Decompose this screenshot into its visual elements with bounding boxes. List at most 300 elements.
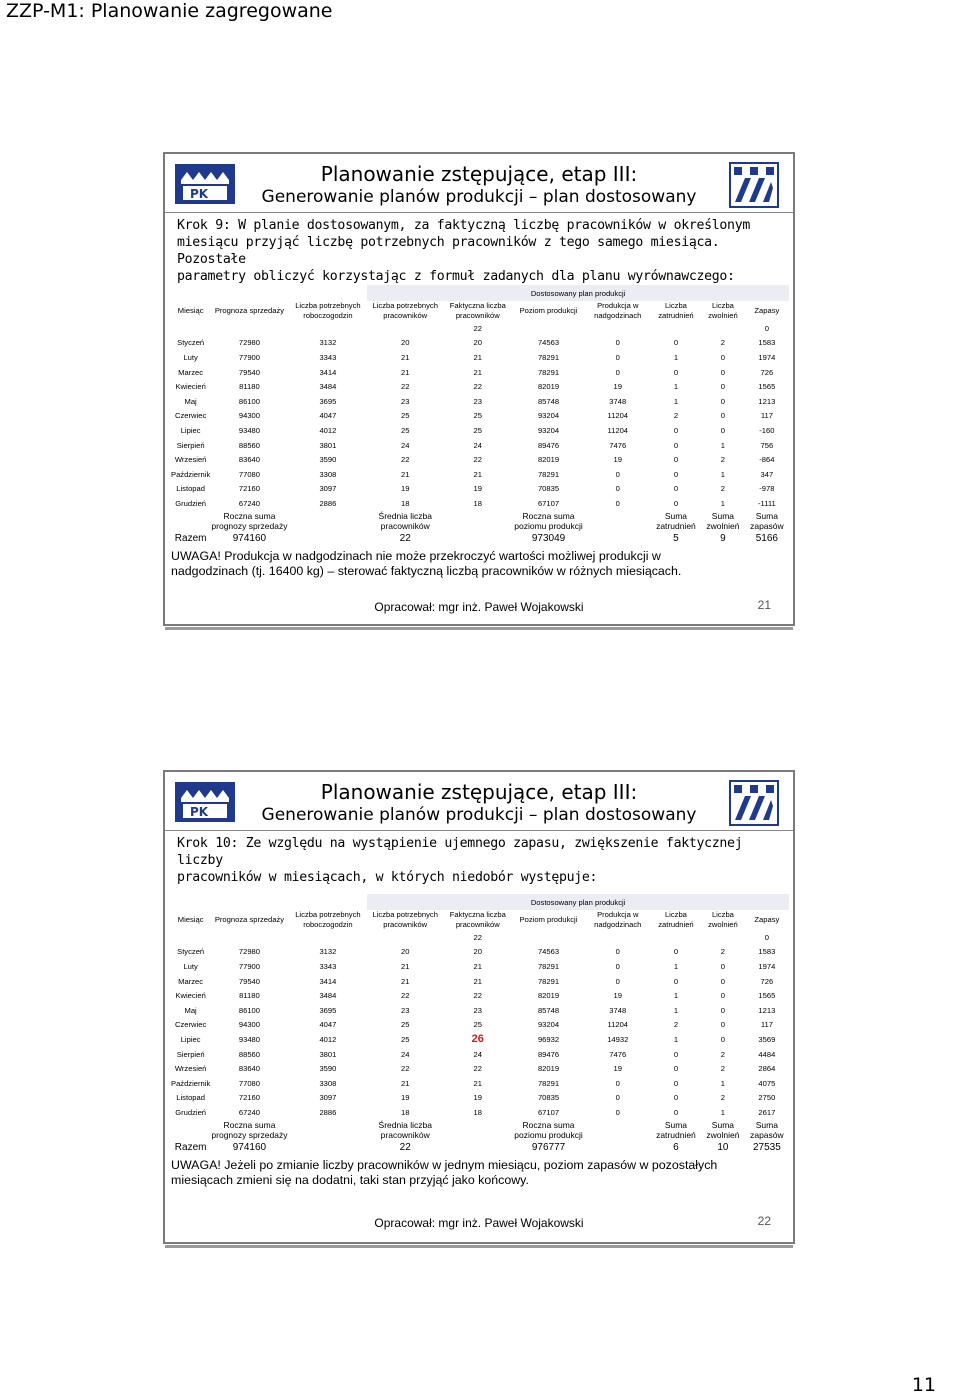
table-cell: 85748 — [537, 396, 560, 406]
month-cell: Grudzień — [175, 1107, 207, 1117]
table-cell: 67240 — [238, 1107, 260, 1117]
table-row — [171, 438, 789, 453]
table-cell: 3484 — [319, 382, 337, 392]
table-cell: -978 — [759, 484, 775, 494]
table-cell: 93204 — [537, 1020, 560, 1030]
empty-cell — [651, 321, 701, 336]
table-header-row — [171, 301, 789, 321]
table-cell: 74563 — [537, 338, 560, 348]
column-header: Zapasy — [754, 306, 780, 315]
table-cell: -160 — [759, 425, 775, 435]
table-cell: 2 — [673, 1020, 679, 1030]
table-cell: 3414 — [319, 976, 337, 986]
table-cell: 22 — [401, 1064, 410, 1074]
table-row — [171, 974, 789, 989]
table-cell: 22 — [473, 991, 482, 1001]
table-cell: 77080 — [238, 1078, 260, 1088]
column-header: Liczba potrzebnych roboczogodzin — [295, 301, 361, 320]
table-cell: 85748 — [537, 1005, 560, 1015]
table-cell: 19 — [613, 455, 622, 465]
spacer-cell — [210, 894, 288, 910]
table-cell: 88560 — [238, 440, 260, 450]
column-header: Faktyczna liczba pracowników — [449, 910, 506, 929]
table-cell: 25 — [401, 411, 410, 421]
department-logo-icon — [729, 162, 779, 208]
month-cell: Maj — [184, 1005, 197, 1015]
month-cell: Marzec — [178, 976, 204, 986]
initial-stock: 0 — [764, 323, 769, 333]
empty-cell — [289, 531, 368, 546]
slide-shadow — [165, 627, 793, 630]
table-cell: 0 — [720, 961, 726, 971]
table-cell: 0 — [673, 976, 679, 986]
table-cell: 2 — [720, 455, 726, 465]
table-header-row — [171, 910, 789, 930]
table-cell: 67107 — [537, 1107, 560, 1117]
table-cell: 81180 — [239, 382, 260, 392]
table-cell: 11204 — [607, 425, 629, 435]
slide-title: Planowanie zstępujące, etap III: — [320, 162, 638, 186]
slide-title-bar — [165, 154, 793, 213]
razem-row — [171, 1140, 789, 1155]
sum-label: Suma zwolnień — [706, 510, 740, 531]
table-cell: 22 — [401, 455, 410, 465]
table-cell: 117 — [760, 411, 773, 421]
table-row — [171, 1047, 789, 1062]
table-cell: 94300 — [238, 411, 260, 421]
table-cell: 2886 — [319, 1107, 337, 1117]
table-cell: 78291 — [537, 976, 560, 986]
table-cell: 3801 — [319, 1049, 337, 1059]
column-header: Poziom produkcji — [519, 915, 578, 924]
table-cell: 82019 — [537, 382, 560, 392]
month-cell: Październik — [171, 469, 211, 479]
table-cell: 23 — [473, 396, 482, 406]
table-cell: 1 — [720, 1078, 726, 1088]
table-cell: 89476 — [537, 440, 560, 450]
table-row — [171, 423, 789, 438]
slide-22 — [163, 770, 795, 1244]
table-group-header-row — [171, 285, 789, 301]
table-row — [171, 1076, 789, 1091]
table-cell: 21 — [473, 469, 482, 479]
page-number: 11 — [911, 1374, 936, 1396]
table-row — [171, 409, 789, 424]
step-line: Krok 9: W planie dostosowanym, za faktyczną liczbę pracowników w określonym — [177, 218, 750, 233]
table-cell: 19 — [473, 484, 482, 494]
table-cell: 72980 — [238, 338, 260, 348]
step-text — [177, 835, 783, 886]
table-cell: 22 — [401, 991, 410, 1001]
table-cell: 0 — [673, 440, 679, 450]
empty-cell — [443, 511, 512, 531]
table-cell: 0 — [673, 425, 679, 435]
table-cell: 117 — [760, 1020, 773, 1030]
initial-workers: 22 — [473, 932, 482, 942]
razem-value: 976777 — [531, 1141, 566, 1153]
table-cell: 93204 — [537, 425, 560, 435]
empty-cell — [289, 511, 368, 531]
group-header: Dostosowany plan produkcji — [367, 285, 789, 301]
table-cell: 25 — [473, 425, 482, 435]
table-cell: 67107 — [537, 498, 560, 508]
table-cell: 24 — [401, 440, 410, 450]
step-line: pracowników w miesiącach, w których niedobór występuje: — [177, 870, 598, 885]
table-cell: 72160 — [238, 484, 260, 494]
table-cell: 0 — [615, 976, 620, 986]
table-cell: 1583 — [758, 947, 776, 957]
table-cell: 0 — [673, 1107, 679, 1117]
table-cell: 1 — [673, 352, 679, 362]
column-header: Liczba potrzebnych pracowników — [372, 910, 438, 929]
step-text — [177, 217, 783, 285]
razem-value: 974160 — [232, 1141, 267, 1153]
razem-value: 22 — [399, 1141, 411, 1153]
empty-cell — [289, 1120, 368, 1140]
table-cell: 1 — [720, 440, 726, 450]
table-cell: 23 — [401, 1005, 410, 1015]
table-cell: 22 — [473, 1064, 482, 1074]
sum-label: Roczna suma poziomu produkcji — [514, 1119, 583, 1140]
table-cell: 347 — [760, 469, 774, 479]
table-cell: 25 — [473, 411, 482, 421]
razem-value: 27535 — [752, 1141, 781, 1153]
group-header: Dostosowany plan produkcji — [367, 894, 789, 910]
table-cell: 2 — [720, 947, 726, 957]
empty-cell — [367, 930, 443, 945]
table-cell: 0 — [615, 367, 620, 377]
table-cell: 2750 — [758, 1093, 776, 1103]
column-header: Liczba potrzebnych roboczogodzin — [295, 910, 361, 929]
empty-cell — [443, 1140, 512, 1155]
table-cell: 0 — [673, 484, 679, 494]
table-row — [171, 1091, 789, 1106]
table-cell: 4012 — [319, 1034, 337, 1044]
sum-label: Roczna suma poziomu produkcji — [514, 510, 583, 531]
table-cell: 22 — [473, 382, 482, 392]
table-cell: 0 — [673, 1049, 679, 1059]
table-cell: 21 — [401, 469, 410, 479]
table-cell: 77080 — [238, 469, 260, 479]
table-cell: 24 — [473, 1049, 482, 1059]
slide-title-bar — [165, 772, 793, 831]
table-cell: 0 — [673, 1064, 679, 1074]
table-cell: 11204 — [607, 411, 629, 421]
table-row — [171, 1105, 789, 1120]
table-cell: 19 — [473, 1093, 482, 1103]
table-cell: 0 — [720, 352, 726, 362]
table-cell: 1583 — [758, 338, 776, 348]
warning-line: UWAGA! Jeżeli po zmianie liczby pracowników w jednym miesiącu, poziom zapasów w pozostałych — [171, 1158, 718, 1173]
table-cell: 21 — [473, 976, 482, 986]
table-cell: 0 — [720, 1034, 726, 1044]
table-cell: 3097 — [319, 1093, 337, 1103]
table-cell: 19 — [613, 991, 622, 1001]
table-row — [171, 482, 789, 497]
empty-cell — [701, 930, 745, 945]
table-cell: 0 — [720, 976, 726, 986]
table-cell: 25 — [473, 1020, 482, 1030]
table-cell: 88560 — [238, 1049, 260, 1059]
table-cell: 72160 — [238, 1093, 260, 1103]
slide-number: 21 — [757, 598, 771, 612]
table-cell: 21 — [401, 352, 410, 362]
table-cell: 81180 — [239, 991, 260, 1001]
table-cell: 0 — [615, 947, 620, 957]
empty-cell — [171, 511, 210, 531]
table-row — [171, 394, 789, 409]
table-cell: 67240 — [238, 498, 260, 508]
table-cell: 70835 — [537, 484, 560, 494]
empty-cell — [701, 321, 745, 336]
table-cell: 0 — [720, 991, 726, 1001]
empty-cell — [585, 930, 651, 945]
table-cell: 2 — [720, 1049, 726, 1059]
table-cell: 3695 — [319, 1005, 337, 1015]
sum-label: Roczna suma prognozy sprzedaży — [211, 1119, 288, 1140]
month-cell: Luty — [183, 352, 198, 362]
warning-text — [171, 549, 783, 579]
table-cell: 93204 — [537, 411, 560, 421]
empty-cell — [512, 930, 584, 945]
production-plan-table — [171, 285, 789, 545]
step-line: miesiącu przyjąć liczbę potrzebnych pracowników z tego samego miesiąca. Pozostałe — [177, 235, 720, 267]
table-cell: 89476 — [537, 1049, 560, 1059]
column-header: Produkcja w nadgodzinach — [594, 910, 642, 929]
empty-cell — [585, 531, 651, 546]
table-cell: 0 — [673, 1093, 679, 1103]
empty-cell — [171, 321, 210, 336]
table-row — [171, 379, 789, 394]
table-cell: 70835 — [537, 1093, 560, 1103]
table-cell: 726 — [760, 367, 774, 377]
table-cell: 4047 — [319, 411, 337, 421]
slide-number: 22 — [757, 1214, 771, 1228]
table-cell: 0 — [673, 338, 679, 348]
month-cell: Grudzień — [175, 498, 207, 508]
table-cell: 1 — [673, 991, 679, 1001]
slide-subtitle: Generowanie planów produkcji – plan dostosowany — [261, 805, 697, 825]
table-cell: 21 — [473, 1078, 482, 1088]
table-cell: 2 — [673, 411, 679, 421]
month-cell: Styczeń — [177, 947, 205, 957]
svg-text:PK: PK — [190, 187, 209, 201]
table-cell: 0 — [615, 352, 620, 362]
table-cell: 1 — [720, 498, 726, 508]
razem-row — [171, 531, 789, 546]
slide-title: Planowanie zstępujące, etap III: — [320, 780, 638, 804]
month-cell: Kwiecień — [175, 382, 206, 392]
table-cell: 0 — [615, 498, 620, 508]
column-header: Poziom produkcji — [519, 306, 578, 315]
razem-value: 973049 — [531, 532, 566, 544]
table-cell: 82019 — [537, 455, 560, 465]
table-cell: 83640 — [238, 455, 260, 465]
table-row — [171, 959, 789, 974]
sum-label: Suma zatrudnień — [656, 1119, 696, 1140]
sum-label: Suma zwolnień — [706, 1119, 740, 1140]
month-cell: Styczeń — [177, 338, 205, 348]
table-cell: 3484 — [319, 991, 337, 1001]
empty-cell — [289, 1140, 368, 1155]
table-row — [171, 988, 789, 1003]
table-row — [171, 467, 789, 482]
table-cell: 25 — [401, 1034, 410, 1044]
spacer-cell — [210, 285, 288, 301]
table-cell: 0 — [615, 1107, 620, 1117]
table-cell: 11204 — [607, 1020, 629, 1030]
table-cell: 0 — [673, 498, 679, 508]
table-cell: 79540 — [238, 367, 260, 377]
table-cell: 1 — [673, 961, 679, 971]
month-cell: Lipiec — [180, 425, 201, 435]
table-cell: 21 — [473, 352, 482, 362]
empty-cell — [651, 930, 701, 945]
column-header: Prognoza sprzedaży — [214, 306, 285, 315]
table-cell: 3748 — [609, 1005, 627, 1015]
table-cell: 3590 — [319, 1064, 337, 1074]
table-cell: 3132 — [319, 947, 337, 957]
empty-cell — [443, 531, 512, 546]
table-cell: 1565 — [758, 991, 776, 1001]
table-cell: 1974 — [758, 961, 776, 971]
table-cell: 77900 — [238, 961, 260, 971]
table-cell: 0 — [615, 469, 620, 479]
razem-value: 10 — [717, 1141, 729, 1153]
table-cell: 2 — [720, 338, 726, 348]
spacer-cell — [289, 285, 368, 301]
column-header: Prognoza sprzedaży — [214, 915, 285, 924]
table-cell: 0 — [720, 1020, 726, 1030]
razem-value: 6 — [673, 1141, 679, 1153]
sum-label: Średnia liczba pracowników — [378, 510, 432, 531]
table-cell: -1111 — [758, 498, 776, 508]
spacer-cell — [171, 894, 210, 910]
empty-cell — [210, 321, 288, 336]
month-cell: Maj — [184, 396, 197, 406]
table-cell: 2886 — [319, 498, 337, 508]
sum-label-row — [171, 511, 789, 531]
initial-workers: 22 — [473, 323, 482, 333]
table-cell: 3097 — [319, 484, 337, 494]
table-cell: 1213 — [758, 1005, 776, 1015]
table-cell: 7476 — [609, 1049, 627, 1059]
razem-label: Razem — [174, 1141, 207, 1153]
table-cell: 78291 — [537, 961, 560, 971]
table-cell: 1 — [673, 1034, 679, 1044]
month-cell: Czerwiec — [175, 411, 207, 421]
table-cell: 20 — [473, 947, 482, 957]
table-cell: 78291 — [537, 352, 560, 362]
table-cell: 0 — [673, 367, 679, 377]
department-logo-icon — [729, 780, 779, 826]
table-row — [171, 496, 789, 511]
month-cell: Luty — [183, 961, 198, 971]
table-cell: 3132 — [319, 338, 337, 348]
table-cell: 19 — [401, 1093, 410, 1103]
empty-cell — [289, 930, 368, 945]
sum-label: Średnia liczba pracowników — [378, 1119, 432, 1140]
table-cell: 82019 — [537, 1064, 560, 1074]
table-cell: 2617 — [758, 1107, 776, 1117]
table-cell: 23 — [473, 1005, 482, 1015]
table-cell: 93480 — [238, 425, 260, 435]
table-cell: 756 — [760, 440, 774, 450]
month-cell: Kwiecień — [175, 991, 206, 1001]
table-cell: 21 — [401, 961, 410, 971]
razem-value: 5166 — [755, 532, 778, 544]
empty-cell — [585, 511, 651, 531]
table-cell: 0 — [720, 425, 726, 435]
production-plan-table — [171, 894, 789, 1154]
table-cell: 20 — [401, 947, 410, 957]
sum-label-row — [171, 1120, 789, 1140]
table-cell: 18 — [401, 498, 410, 508]
column-header: Liczba zatrudnień — [658, 910, 694, 929]
razem-value: 9 — [720, 532, 726, 544]
empty-cell — [171, 930, 210, 945]
step-line: parametry obliczyć korzystając z formuł zadanych dla planu wyrównawczego: — [177, 269, 735, 284]
empty-cell — [512, 321, 584, 336]
table-cell: 1565 — [758, 382, 776, 392]
table-cell: 21 — [473, 961, 482, 971]
table-cell: 19 — [613, 382, 622, 392]
table-group-header-row — [171, 894, 789, 910]
table-cell: 1 — [673, 382, 679, 392]
table-cell: 19 — [401, 484, 410, 494]
table-cell: 3343 — [319, 961, 337, 971]
table-row — [171, 1018, 789, 1033]
column-header: Liczba zwolnień — [708, 301, 738, 320]
table-cell: 4047 — [319, 1020, 337, 1030]
empty-cell — [210, 930, 288, 945]
table-cell: 0 — [615, 1093, 620, 1103]
column-header: Miesiąc — [177, 306, 204, 315]
table-row — [171, 945, 789, 960]
table-cell: 0 — [615, 961, 620, 971]
table-cell: 726 — [760, 976, 774, 986]
table-cell: 96932 — [537, 1034, 560, 1044]
warning-text — [171, 1158, 783, 1188]
table-cell: 24 — [473, 440, 482, 450]
table-cell: 7476 — [609, 440, 627, 450]
razem-value: 974160 — [232, 532, 267, 544]
empty-cell — [367, 321, 443, 336]
table-cell: 3569 — [758, 1034, 776, 1044]
table-cell: 1 — [673, 396, 679, 406]
slide-21 — [163, 152, 795, 626]
sum-label: Roczna suma prognozy sprzedaży — [211, 510, 288, 531]
empty-cell — [443, 1120, 512, 1140]
month-cell: Lipiec — [180, 1034, 201, 1044]
column-header: Liczba zatrudnień — [658, 301, 694, 320]
spacer-cell — [289, 894, 368, 910]
table-row — [171, 365, 789, 380]
month-cell: Sierpień — [176, 440, 205, 450]
empty-cell — [585, 1140, 651, 1155]
table-row — [171, 452, 789, 467]
table-cell: 0 — [673, 469, 679, 479]
empty-cell — [585, 321, 651, 336]
table-cell: 3343 — [319, 352, 337, 362]
table-cell: 2864 — [758, 1064, 776, 1074]
table-cell: 0 — [720, 396, 726, 406]
warning-line: miesiącach zmieni się na dodatni, taki stan przyjąć jako końcowy. — [171, 1173, 529, 1188]
slide-subtitle: Generowanie planów produkcji – plan dostosowany — [261, 187, 697, 207]
month-cell: Wrzesień — [174, 455, 207, 465]
table-cell: 1 — [720, 469, 726, 479]
slide-shadow — [165, 1245, 793, 1248]
